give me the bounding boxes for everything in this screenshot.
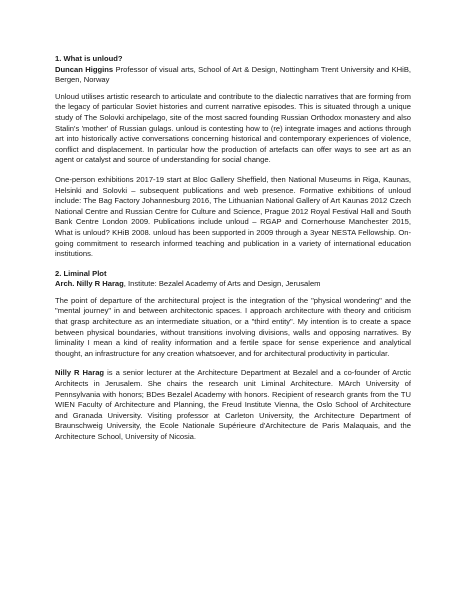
section-heading: 2. Liminal Plot <box>55 268 107 278</box>
author-byline <box>55 279 411 290</box>
document-page <box>55 54 411 452</box>
body-paragraph: The point of departure of the architectural project is the integration of the "physical wondering" and the "mental journey" in and between architectonic spaces. I approach architecture with theory and criticism that grasp architecture as an intermediate situation, or a "third entity". My intention is to create a space between physical boundaries, without transitions involving divisions, walls and opposing narratives. By liminality I mean a kind of reality information and a fertile space for sense experience and analytical thought, an infrastructure for any creation whatsoever, and for architectural productivity in particular. <box>55 295 411 358</box>
author-name: Arch. Nilly R Harag <box>55 279 124 289</box>
bio-name: Nilly R Harag <box>55 368 105 378</box>
body-paragraph: Unloud utilises artistic research to articulate and contribute to the dialectic narratives that are forming from the legacy of particular Soviet histories and current narrative episodes. This is situated through a unique study of The Solovki archipelago, site of the most sacred founding Russian Orthodox monastery and also Stalin's 'mother' of Russian gulags. unloud is contesting how to (re) integrate images and actions through art into historically active conversations concerning historical and contemporary experiences of violence, conflict and displacement. In particular how the production of artefacts can offer ways to see art as an agent or catalyst and source of understanding for social change. <box>55 91 411 165</box>
author-byline <box>55 65 411 86</box>
bio-text: is a senior lecturer at the Architecture Department at Bezalel and a co-founder of Arctic Architects in Jerusalem. She chairs the research unit Liminal Architecture. MArch University of Pennsylvania with honors; BDes Bezalel Academy with honors. Recipient of research grants from the TU WIEN Faculty of Architecture and Planning, the Freud Institute Vienna, the Oslo School of Architecture and Granada University. Visiting professor at Carleton University, the Architecture Department of Braunschweig University, the Ecole Nationale Supérieure d'Architecture de Paris Malaquais, and the Architecture School, University of Nicosia. <box>55 368 411 441</box>
bio-paragraph <box>55 368 411 442</box>
section-liminal-plot <box>55 269 411 443</box>
body-paragraph: One-person exhibitions 2017-19 start at Bloc Gallery Sheffield, then National Museums in Riga, Kaunas, Helsinki and Solovki – subsequent publications and web presence. Formative exhibitions of unloud include: The Bag Factory Johannesburg 2016, The Lithuanian National Gallery of Art Kaunas 2012 Czech National Centre and Russian Centre for Culture and Science, Prague 2012 Royal Festival Hall and South Bank Centre London 2009. Publications include unloud – RGAP and Cornerhouse Manchester 2015, What is unloud? KHiB 2008. unloud has been supported in 2009 through a 3year NESTA Fellowship. On-going commitment to research informed teaching and publication in a variety of international education institutions. <box>55 174 411 259</box>
section-heading: 1. What is unloud? <box>55 54 123 63</box>
author-affiliation: Professor of visual arts, School of Art & Design, Nottingham Trent University and KHiB, Bergen, Norway <box>55 64 412 85</box>
author-affiliation: , Institute: Bezalel Academy of Arts and Design, Jerusalem <box>123 279 321 289</box>
section-what-is-unloud <box>55 54 411 260</box>
author-name: Duncan Higgins <box>55 64 114 74</box>
